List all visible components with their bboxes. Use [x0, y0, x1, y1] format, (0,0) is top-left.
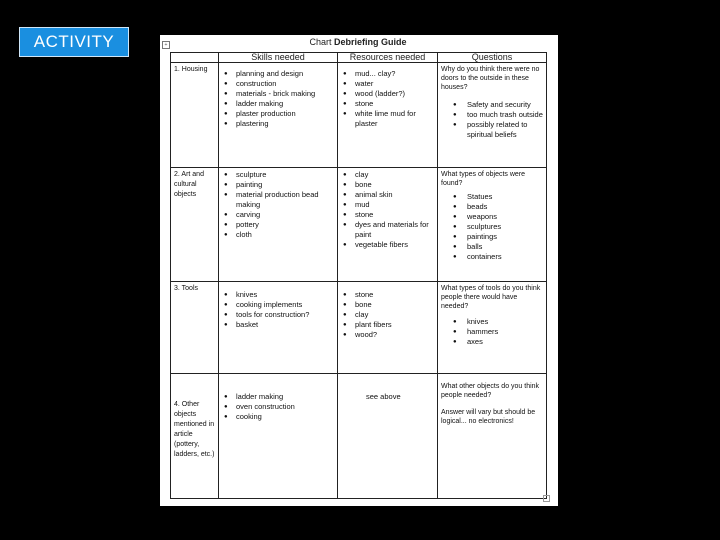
list-item: ● sculpture: [236, 170, 334, 180]
list-item: ● knives: [467, 317, 543, 327]
list-item: ● water: [355, 79, 434, 89]
resources-text: see above: [366, 392, 401, 401]
list-item: ● carving: [236, 210, 334, 220]
list-item: ● beads: [467, 202, 543, 212]
table-row: [171, 168, 547, 282]
list-item: ● Safety and security: [467, 100, 543, 110]
row-category: 1. Housing: [171, 63, 219, 168]
resources-cell: [338, 282, 438, 374]
questions-cell: [438, 168, 547, 282]
skills-cell: [219, 168, 338, 282]
skills-cell: [219, 63, 338, 168]
list-item: ● axes: [467, 337, 543, 347]
list-item: ● planning and design: [236, 69, 334, 79]
row-category: 2. Art and cultural objects: [171, 168, 219, 282]
list-item: ● dyes and materials for paint: [355, 220, 434, 240]
list-item: ● plastering: [236, 119, 334, 129]
list-item: ● painting: [236, 180, 334, 190]
table-row: [171, 63, 547, 168]
resources-cell: [338, 63, 438, 168]
list-item: ● clay: [355, 170, 434, 180]
list-item: ● ladder making: [236, 392, 334, 402]
resources-cell: [338, 168, 438, 282]
row-category: 4. Other objects mentioned in article (pottery, ladders, etc.): [171, 374, 219, 499]
document-image: [160, 35, 558, 506]
list-item: ● plaster production: [236, 109, 334, 119]
title-prefix: Chart: [309, 37, 332, 47]
list-item: ● weapons: [467, 212, 543, 222]
question-text: Why do you think there were no doors to the outside in these houses?: [441, 66, 540, 91]
header-resources: Resources needed: [338, 53, 438, 63]
questions-cell: [438, 282, 547, 374]
list-item: ● mud... clay?: [355, 69, 434, 79]
list-item: ● cloth: [236, 230, 334, 240]
row-category: 3. Tools: [171, 282, 219, 374]
list-item: ● hammers: [467, 327, 543, 337]
question-text: What types of tools do you think people there would have needed?: [441, 285, 541, 310]
skills-cell: [219, 282, 338, 374]
table-row: [171, 282, 547, 374]
header-questions: Questions: [438, 53, 547, 63]
list-item: ● bone: [355, 180, 434, 190]
document-title: [170, 37, 546, 47]
activity-badge: ACTIVITY: [19, 27, 129, 57]
list-item: ● stone: [355, 99, 434, 109]
list-item: ● possibly related to spiritual beliefs: [467, 120, 543, 140]
header-category: [171, 53, 219, 63]
list-item: ● sculptures: [467, 222, 543, 232]
list-item: ● knives: [236, 290, 334, 300]
list-item: ● wood?: [355, 330, 434, 340]
resources-cell: [338, 374, 438, 499]
resize-handle-icon: [543, 495, 550, 502]
list-item: ● tools for construction?: [236, 310, 334, 320]
title-bold: Debriefing Guide: [334, 37, 407, 47]
list-item: ● Statues: [467, 192, 543, 202]
header-skills: Skills needed: [219, 53, 338, 63]
list-item: ● basket: [236, 320, 334, 330]
debriefing-table: [170, 52, 547, 499]
list-item: ● paintings: [467, 232, 543, 242]
list-item: ● pottery: [236, 220, 334, 230]
table-row: [171, 374, 547, 499]
list-item: ● plant fibers: [355, 320, 434, 330]
list-item: ● ladder making: [236, 99, 334, 109]
list-item: ● mud: [355, 200, 434, 210]
list-item: ● stone: [355, 210, 434, 220]
questions-cell: [438, 374, 547, 499]
list-item: ● animal skin: [355, 190, 434, 200]
list-item: ● clay: [355, 310, 434, 320]
list-item: ● material production bead making: [236, 190, 334, 210]
list-item: ● vegetable fibers: [355, 240, 434, 250]
table-header-row: [171, 53, 547, 63]
questions-cell: [438, 63, 547, 168]
list-item: ● white lime mud for plaster: [355, 109, 434, 129]
list-item: ● stone: [355, 290, 434, 300]
answer-note: Answer will vary but should be logical... no electronics!: [441, 409, 536, 425]
list-item: ● wood (ladder?): [355, 89, 434, 99]
list-item: ● materials - brick making: [236, 89, 334, 99]
list-item: ● bone: [355, 300, 434, 310]
list-item: ● cooking implements: [236, 300, 334, 310]
list-item: ● cooking: [236, 412, 334, 422]
question-text: What types of objects were found?: [441, 171, 526, 187]
question-text: What other objects do you think people needed?: [441, 383, 540, 399]
table-move-handle-icon: +: [162, 41, 170, 49]
list-item: ● too much trash outside: [467, 110, 543, 120]
list-item: ● construction: [236, 79, 334, 89]
skills-cell: [219, 374, 338, 499]
list-item: ● balls: [467, 242, 543, 252]
list-item: ● oven construction: [236, 402, 334, 412]
list-item: ● containers: [467, 252, 543, 262]
